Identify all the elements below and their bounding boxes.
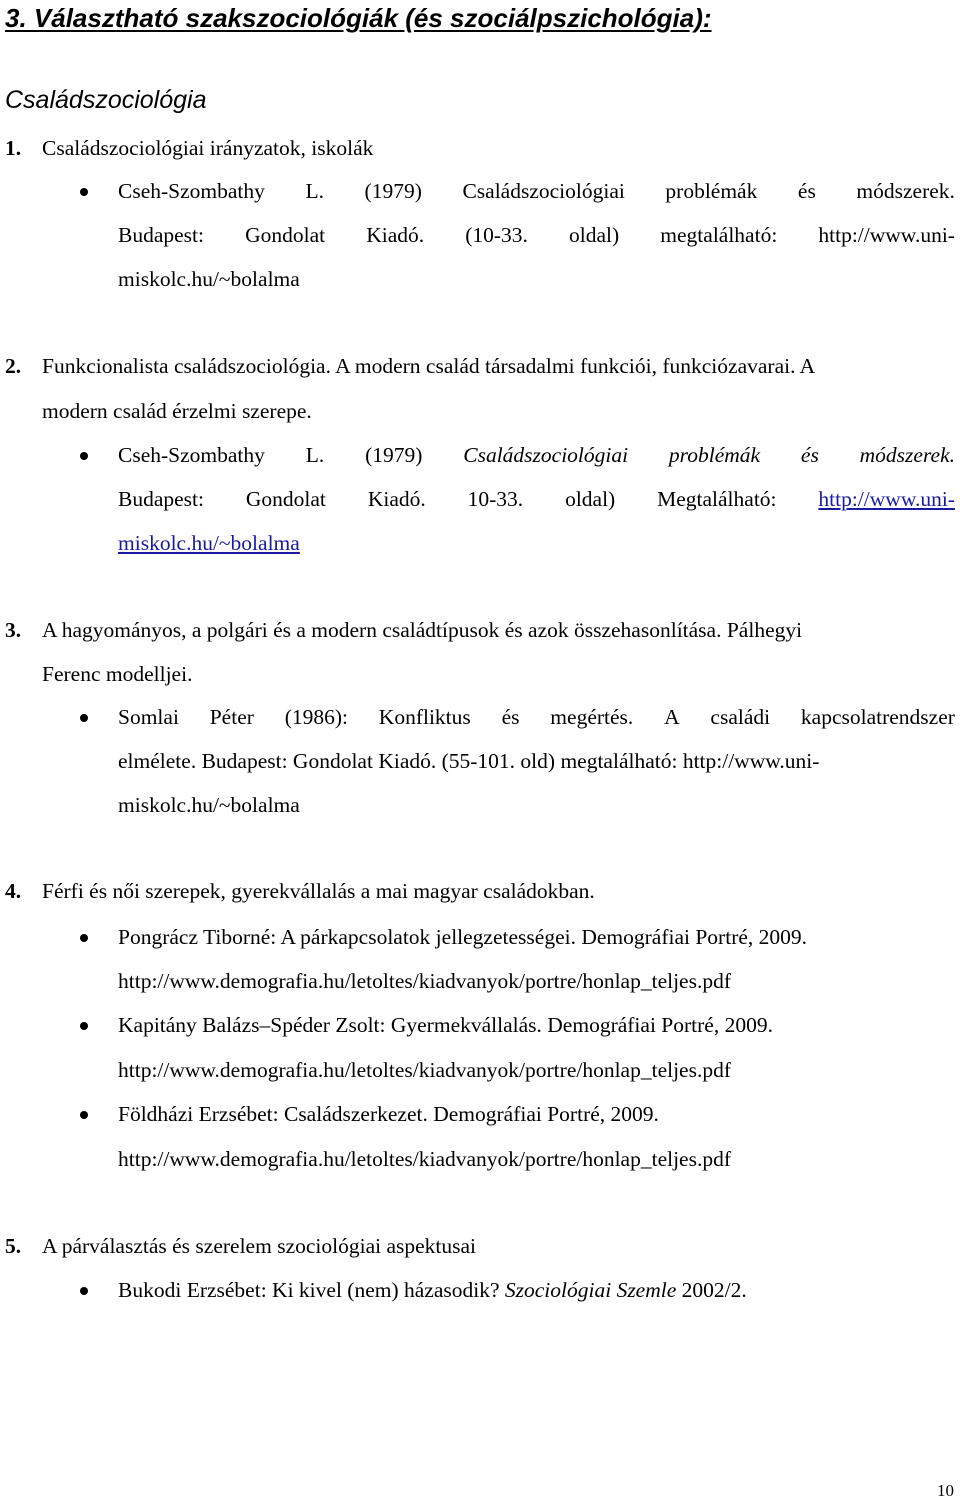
reference-link[interactable]: http://www.uni- xyxy=(818,487,955,511)
reference-line: Somlai Péter (1986): Konfliktus és megértés. A családi kapcsolatrendszer xyxy=(118,705,955,729)
reference-link[interactable]: miskolc.hu/~bolalma xyxy=(118,531,300,555)
section-number: 2. xyxy=(5,354,22,378)
bullet-icon xyxy=(80,1022,88,1030)
section-number: 5. xyxy=(5,1234,22,1258)
reference-url: http://www.demografia.hu/letoltes/kiadvanyok/portre/honlap_teljes.pdf xyxy=(118,1058,732,1082)
reference-line: miskolc.hu/~bolalma xyxy=(118,267,300,291)
reference-url: http://www.demografia.hu/letoltes/kiadvanyok/portre/honlap_teljes.pdf xyxy=(118,969,732,993)
reference-line: Bukodi Erzsébet: Ki kivel (nem) házasodik? Szociológiai Szemle 2002/2. xyxy=(118,1278,747,1302)
journal-title: Szociológiai Szemle xyxy=(504,1278,677,1302)
bullet-icon xyxy=(80,1111,88,1119)
section-title: Családszociológiai irányzatok, iskolák xyxy=(42,136,374,160)
reference-line: Cseh-Szombathy L. (1979) Családszociológiai problémák és módszerek. xyxy=(118,443,955,467)
section-number: 1. xyxy=(5,136,22,160)
bullet-icon xyxy=(80,714,88,722)
reference-text: Kapitány Balázs–Spéder Zsolt: Gyermekvállalás. Demográfiai Portré, 2009. xyxy=(118,1013,773,1037)
section-number: 3. xyxy=(5,618,22,642)
reference-line: miskolc.hu/~bolalma xyxy=(118,793,300,817)
bullet-icon xyxy=(80,934,88,942)
page-number: 10 xyxy=(937,1481,954,1500)
section-title: Ferenc modelljei. xyxy=(42,662,193,686)
bullet-icon xyxy=(80,188,88,196)
reference-text: Földházi Erzsébet: Családszerkezet. Demográfiai Portré, 2009. xyxy=(118,1102,659,1126)
section-title: A hagyományos, a polgári és a modern családtípusok és azok összehasonlítása. Pálhegyi xyxy=(42,618,803,642)
page-heading: 3. Választható szakszociológiák (és szociálpszichológia): xyxy=(5,3,712,33)
reference-text: Pongrácz Tiborné: A párkapcsolatok jellegzetességei. Demográfiai Portré, 2009. xyxy=(118,925,808,949)
section-subheading: Családszociológia xyxy=(5,86,207,114)
section-title: A párválasztás és szerelem szociológiai aspektusai xyxy=(42,1234,477,1258)
section-title: Férfi és női szerepek, gyerekvállalás a mai magyar családokban. xyxy=(42,879,595,903)
section-number: 4. xyxy=(5,879,22,903)
reference-line: elmélete. Budapest: Gondolat Kiadó. (55-101. old) megtalálható: http://www.uni- xyxy=(118,749,820,773)
reference-line: Cseh-Szombathy L. (1979) Családszociológiai problémák és módszerek. xyxy=(118,179,955,203)
section-title: Funkcionalista családszociológia. A modern család társadalmi funkciói, funkciózavarai. A xyxy=(42,354,816,378)
reference-line: Budapest: Gondolat Kiadó. 10-33. oldal) Megtalálható: http://www.uni- xyxy=(118,487,955,511)
reference-line: Budapest: Gondolat Kiadó. (10-33. oldal) megtalálható: http://www.uni- xyxy=(118,223,955,247)
bullet-icon xyxy=(80,452,88,460)
section-title: modern család érzelmi szerepe. xyxy=(42,399,312,423)
bullet-icon xyxy=(80,1287,88,1295)
reference-url: http://www.demografia.hu/letoltes/kiadvanyok/portre/honlap_teljes.pdf xyxy=(118,1147,732,1171)
